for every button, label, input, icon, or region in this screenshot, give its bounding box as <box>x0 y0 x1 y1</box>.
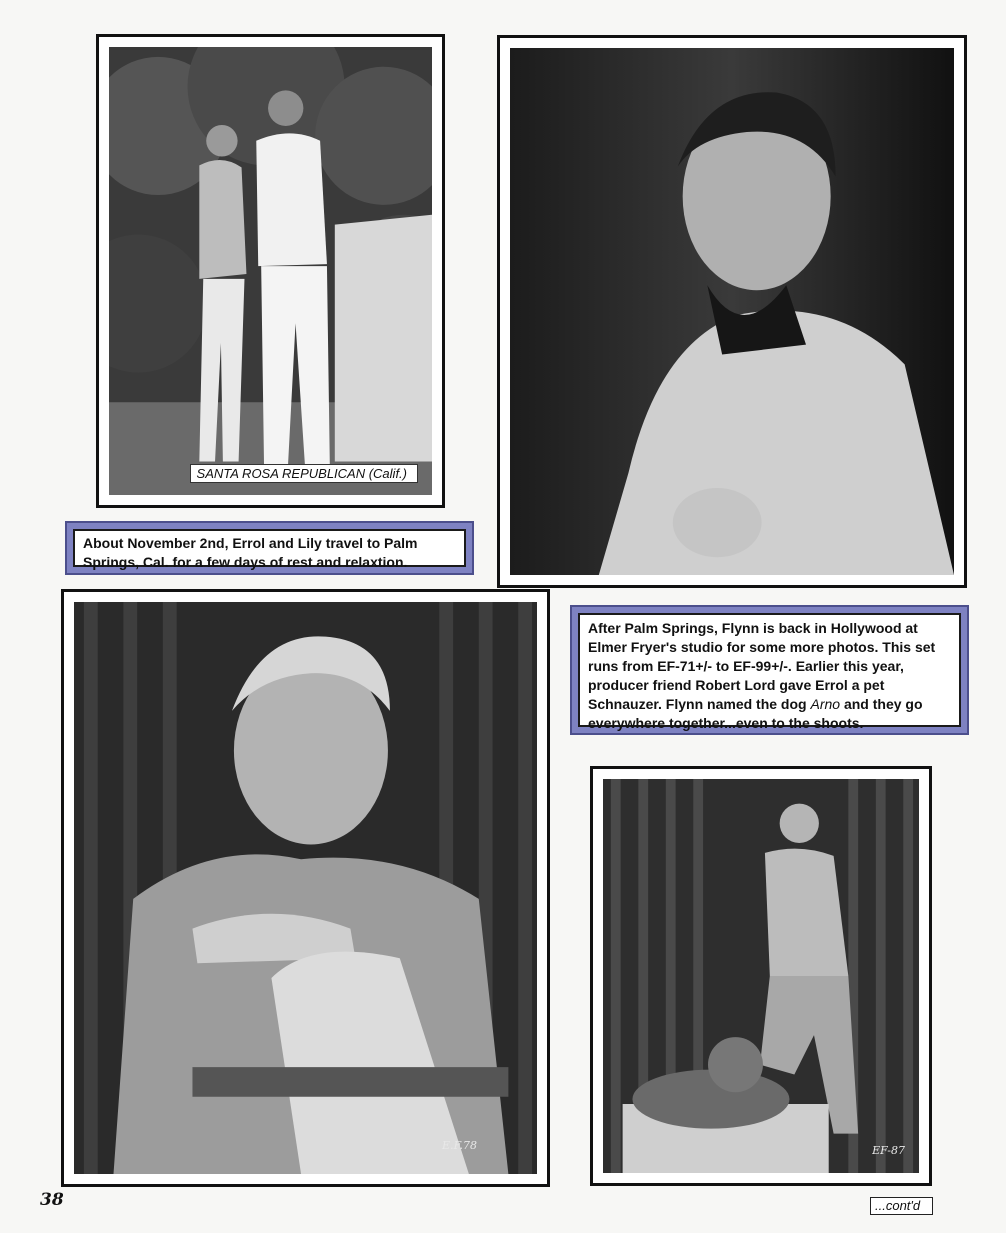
caption-palm-springs-text: About November 2nd, Errol and Lily travel to Palm Springs, Cal. for a few days of rest and relaxtion. <box>73 529 466 567</box>
caption-hollywood-part-2: and they go everywhere together...even to the shoots. <box>588 696 923 731</box>
photo-frame-portrait-top-right <box>497 35 967 588</box>
photo-credit: SANTA ROSA REPUBLICAN (Calif.) <box>190 464 418 483</box>
caption-hollywood-text <box>578 613 961 731</box>
photo-portrait-top-right <box>510 48 954 575</box>
photo-portrait-with-dog <box>603 779 919 1173</box>
caption-hollywood-part-1: After Palm Springs, Flynn is back in Hollywood at Elmer Fryer's studio for some more photos. This set runs from EF-71+/- to EF-99+/-. Earlier this year, producer friend Robert Lord gave Errol a pet Schnauzer. Flynn named the dog <box>588 620 936 712</box>
photo-portrait-chair <box>74 602 537 1174</box>
negative-number: EF-87 <box>872 1144 905 1157</box>
caption-hollywood <box>570 605 969 735</box>
photo-frame-portrait-dog <box>590 766 932 1186</box>
page-number: 38 <box>40 1190 64 1210</box>
photo-frame-portrait-bottom-left <box>61 589 550 1187</box>
dog-name: Arno <box>810 696 841 712</box>
photo-couple-outdoors <box>109 47 432 495</box>
continued-label: ...cont'd <box>870 1197 933 1215</box>
caption-palm-springs <box>65 521 474 575</box>
negative-number: E.F.78 <box>442 1139 477 1152</box>
photo-frame-palm-springs <box>96 34 445 508</box>
